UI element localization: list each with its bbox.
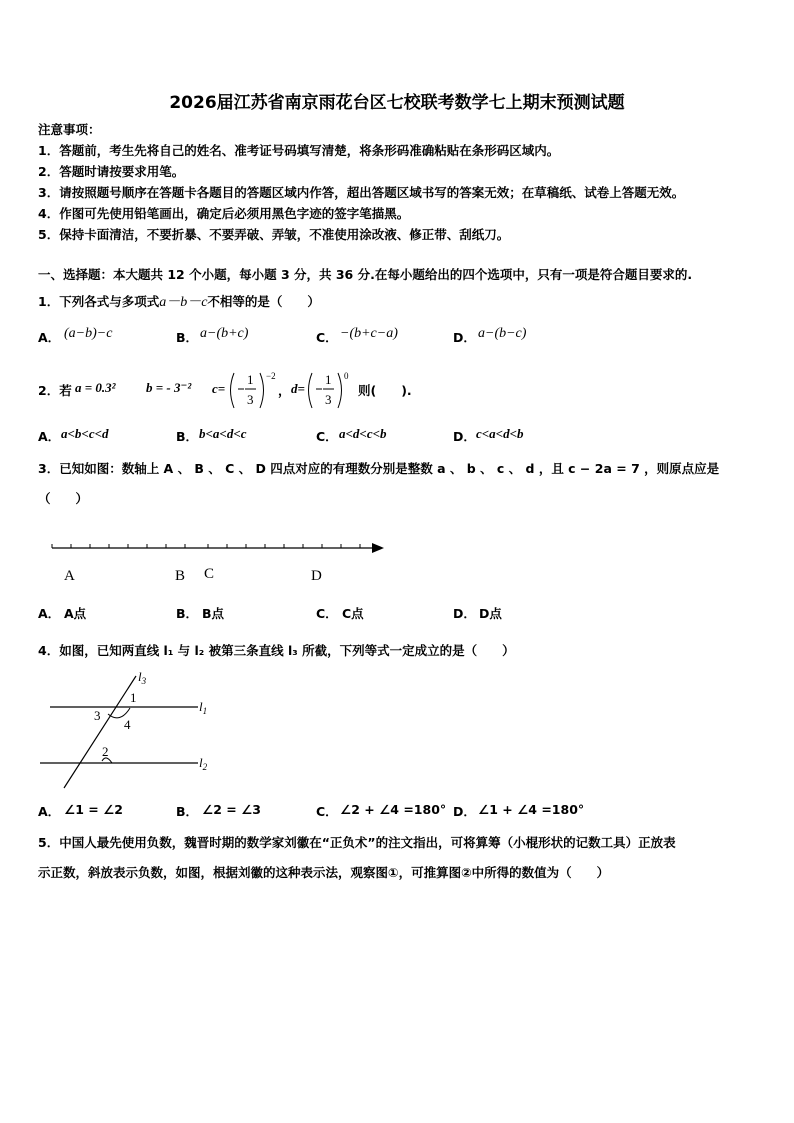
q3-option-a-label: A． (38, 606, 61, 621)
point-label-b: B (175, 568, 186, 584)
section-heading: 一、选择题：本大题共 12 个小题，每小题 3 分，共 36 分.在每小题给出的四个选项中，只有一项是符合题目要求的. (38, 267, 693, 282)
number-line-arrow (372, 543, 384, 553)
q4-option-a[interactable]: ∠1 = ∠2 (64, 802, 123, 817)
q2-option-d-label: D． (453, 429, 476, 444)
q2-c-den: 3 (247, 392, 254, 407)
q3-option-c-label: C． (316, 606, 338, 621)
q2-c-fraction-svg (226, 370, 286, 412)
q1-stem-a: 1．下列各式与多项式 (38, 294, 160, 309)
q2-a-def: a = 0.3² (75, 380, 116, 395)
q4-option-b-label: B． (176, 804, 199, 819)
q2-d-den: 3 (325, 392, 332, 407)
q2-d-fraction-svg (304, 370, 354, 412)
q2-option-c[interactable]: a<d<c<b (339, 426, 387, 441)
q2-d-num: 1 (325, 372, 332, 387)
q3-option-d[interactable]: D点 (479, 606, 502, 621)
point-label-c: C (204, 566, 215, 582)
q1-option-b-label: B． (176, 330, 199, 345)
label-l1-main: l (199, 699, 203, 714)
label-l2 (199, 755, 208, 772)
q2-suffix: 则( ). (358, 383, 412, 398)
q3-stem: 3．已知如图：数轴上 A 、 B 、 C 、 D 四点对应的有理数分别是整数 a 、 b 、 c 、 d ，且 c − 2a = 7 ，则原点应是 (38, 461, 720, 476)
q2-d-fraction (304, 370, 354, 415)
q3-option-b-label: B． (176, 606, 199, 621)
q2-c-label: c= (212, 381, 226, 396)
q3-blank: （ ） (38, 491, 89, 506)
angle-label-4: 4 (124, 717, 131, 732)
label-l1-sub: 1 (202, 706, 208, 716)
notice-item-3: 3．请按照题号顺序在答题卡各题目的答题区域内作答，超出答题区域书写的答案无效；在草稿纸、试卷上答题无效。 (38, 185, 685, 200)
label-l3 (138, 669, 147, 686)
q5-line-1: 5．中国人最先使用负数，魏晋时期的数学家刘徽在“正负术”的注文指出，可将算筹（小棍形状的记数工具）正放表 (38, 835, 676, 850)
label-l2-main: l (199, 755, 203, 770)
q4-option-d[interactable]: ∠1 + ∠4 =180° (478, 802, 585, 817)
q2-d-label: d= (291, 381, 305, 396)
point-label-d: D (311, 568, 322, 584)
q5-line-2: 示正数，斜放表示负数，如图，根据刘徽的这种表示法，观察图①，可推算图②中所得的数值为（ ） (38, 865, 610, 880)
q4-option-a-label: A． (38, 804, 61, 819)
label-l3-main: l (138, 669, 142, 684)
angle-label-1: 1 (130, 690, 137, 705)
q2-option-a-label: A． (38, 429, 61, 444)
q4-option-b[interactable]: ∠2 = ∠3 (202, 802, 261, 817)
q1-option-d-label: D． (453, 330, 476, 345)
q3-option-c[interactable]: C点 (342, 606, 364, 621)
angle-label-3: 3 (94, 708, 101, 723)
q3-option-b[interactable]: B点 (202, 606, 225, 621)
q1-option-c-label: C． (316, 330, 338, 345)
q2-comma: ， (278, 383, 291, 398)
q1-stem (38, 291, 320, 311)
q2-c-exp: −2 (266, 371, 276, 381)
q2-prefix: 2．若 (38, 383, 72, 398)
notice-item-5: 5．保持卡面清洁，不要折暴、不要弄破、弄皱，不准使用涂改液、修正带、刮纸刀。 (38, 227, 510, 242)
parallel-lines-figure (36, 666, 226, 794)
q1-option-d[interactable]: a−(b−c) (478, 326, 527, 341)
q1-expr: a－b－c (159, 295, 208, 310)
label-l2-sub: 2 (202, 762, 208, 772)
notice-item-4: 4．作图可先使用铅笔画出，确定后必须用黑色字迹的签字笔描黑。 (38, 206, 410, 221)
notice-item-1: 1．答题前，考生先将自己的姓名、准考证号码填写清楚，将条形码准确粘贴在条形码区域内。 (38, 143, 560, 158)
q2-b-def: b = - 3⁻² (146, 380, 192, 395)
q2-option-b-label: B． (176, 429, 199, 444)
q4-option-c[interactable]: ∠2 + ∠4 =180° (340, 802, 447, 817)
q2-option-a[interactable]: a<b<c<d (61, 426, 109, 441)
q4-stem: 4．如图，已知两直线 l₁ 与 l₂ 被第三条直线 l₃ 所截，下列等式一定成立的是（ ） (38, 643, 515, 658)
q2-c-fraction (226, 370, 286, 415)
q1-option-a-label: A． (38, 330, 61, 345)
line-l3 (64, 676, 136, 788)
q1-option-b[interactable]: a−(b+c) (200, 326, 249, 341)
page-title: 2026届江苏省南京雨花台区七校联考数学七上期末预测试题 (169, 93, 625, 113)
q2-c-num: 1 (247, 372, 254, 387)
notice-item-2: 2．答题时请按要求用笔。 (38, 164, 185, 179)
q1-option-a[interactable]: (a−b)−c (64, 326, 113, 341)
q4-option-d-label: D． (453, 804, 476, 819)
q3-option-d-label: D． (453, 606, 476, 621)
notice-heading: 注意事项： (38, 122, 101, 137)
label-l3-sub: 3 (141, 676, 147, 686)
q1-stem-b: 不相等的是（ ） (207, 294, 320, 309)
q2-option-b[interactable]: b<a<d<c (199, 426, 247, 441)
angle-label-2: 2 (102, 744, 109, 759)
q2-option-c-label: C． (316, 429, 338, 444)
q2-d-exp: 0 (344, 371, 349, 381)
q3-option-a[interactable]: A点 (64, 606, 87, 621)
point-label-a: A (64, 568, 75, 584)
label-l1 (199, 699, 207, 716)
number-line-figure (40, 530, 400, 590)
q4-option-c-label: C． (316, 804, 338, 819)
q1-option-c[interactable]: −(b+c−a) (340, 326, 398, 341)
q2-option-d[interactable]: c<a<d<b (476, 426, 524, 441)
